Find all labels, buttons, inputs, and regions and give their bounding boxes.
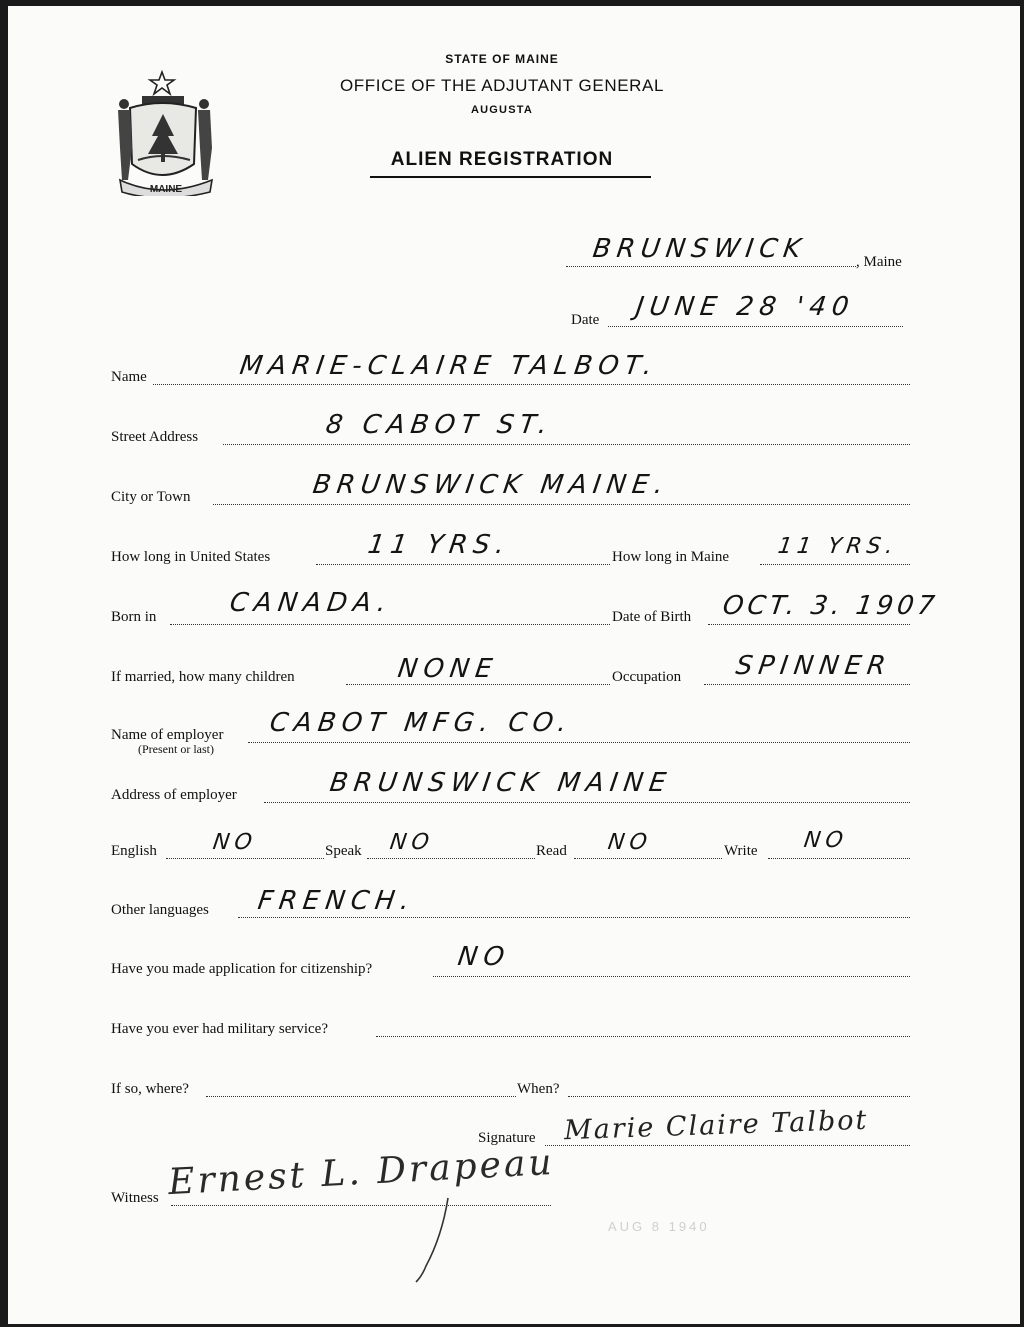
write-value: NO	[802, 828, 850, 853]
seal-banner-text: MAINE	[149, 184, 183, 195]
date-of-birth-label: Date of Birth	[612, 609, 692, 625]
date-line	[608, 326, 903, 327]
witness-label: Witness	[111, 1190, 159, 1206]
name-line	[153, 384, 910, 385]
employer-name-note: (Present or last)	[138, 742, 214, 756]
town-line	[566, 266, 856, 267]
children-label: If married, how many children	[111, 669, 295, 685]
how-long-us-line	[316, 564, 610, 565]
where-line	[206, 1096, 516, 1097]
children-value: NONE	[395, 654, 500, 684]
occupation-label: Occupation	[612, 669, 682, 685]
date-of-birth-line	[708, 624, 910, 625]
how-long-maine-value: 11 YRS.	[776, 534, 900, 559]
how-long-us-label: How long in United States	[111, 549, 271, 565]
date-value: JUNE 28 '40	[633, 292, 857, 322]
street-address-label: Street Address	[111, 429, 199, 445]
read-line	[574, 858, 722, 859]
town-value: BRUNSWICK	[590, 234, 809, 264]
registration-form	[8, 6, 1020, 1324]
city-line	[213, 504, 910, 505]
employer-address-value: BRUNSWICK MAINE	[327, 768, 674, 798]
speak-line	[367, 858, 535, 859]
state-heading: STATE OF MAINE	[445, 52, 559, 66]
employer-address-line	[264, 802, 910, 803]
witness-flourish	[408, 1196, 468, 1286]
signature-label: Signature	[478, 1130, 536, 1146]
date-label: Date	[571, 312, 600, 328]
witness-value: Ernest L. Drapeau	[167, 1141, 556, 1204]
write-label: Write	[724, 843, 758, 859]
read-label: Read	[536, 843, 567, 859]
when-label: When?	[517, 1081, 560, 1097]
employer-name-value: CABOT MFG. CO.	[267, 708, 575, 738]
other-languages-value: FRENCH.	[255, 886, 417, 916]
citizenship-value: NO	[455, 942, 513, 972]
born-in-label: Born in	[111, 609, 157, 625]
read-value: NO	[606, 830, 654, 855]
maine-label: , Maine	[856, 254, 902, 270]
date-of-birth-value: OCT. 3. 1907	[720, 591, 941, 621]
name-label: Name	[111, 369, 147, 385]
employer-address-label: Address of employer	[111, 787, 237, 803]
citizenship-label: Have you made application for citizenship?	[111, 961, 373, 977]
street-address-line	[223, 444, 910, 445]
when-line	[568, 1096, 910, 1097]
military-line	[376, 1036, 910, 1037]
city-value: BRUNSWICK MAINE.	[310, 470, 671, 500]
how-long-us-value: 11 YRS.	[365, 530, 513, 560]
signature-value: Marie Claire Talbot	[563, 1104, 869, 1147]
english-label: English	[111, 843, 157, 859]
signature-line	[545, 1145, 910, 1146]
other-languages-label: Other languages	[111, 902, 209, 918]
occupation-line	[704, 684, 910, 685]
write-line	[768, 858, 910, 859]
city-label: City or Town	[111, 489, 191, 505]
military-label: Have you ever had military service?	[111, 1021, 328, 1037]
employer-name-label: Name of employer	[111, 727, 224, 743]
english-line	[166, 858, 324, 859]
english-value: NO	[211, 830, 259, 855]
born-in-value: CANADA.	[227, 588, 394, 618]
children-line	[346, 684, 610, 685]
office-heading: OFFICE OF THE ADJUTANT GENERAL	[339, 76, 665, 95]
title-underline	[370, 176, 651, 178]
how-long-maine-line	[760, 564, 910, 565]
speak-label: Speak	[325, 843, 362, 859]
born-in-line	[170, 624, 610, 625]
occupation-value: SPINNER	[733, 651, 894, 681]
speak-value: NO	[388, 830, 436, 855]
received-stamp: AUG 8 1940	[608, 1219, 710, 1234]
city-heading: AUGUSTA	[471, 104, 533, 116]
name-value: MARIE-CLAIRE TALBOT.	[237, 351, 660, 381]
witness-line	[171, 1205, 551, 1206]
form-title: ALIEN REGISTRATION	[390, 149, 614, 170]
other-languages-line	[238, 917, 910, 918]
how-long-maine-label: How long in Maine	[612, 549, 730, 565]
street-address-value: 8 CABOT ST.	[323, 410, 555, 440]
where-label: If so, where?	[111, 1081, 189, 1097]
employer-name-line	[248, 742, 910, 743]
citizenship-line	[433, 976, 910, 977]
